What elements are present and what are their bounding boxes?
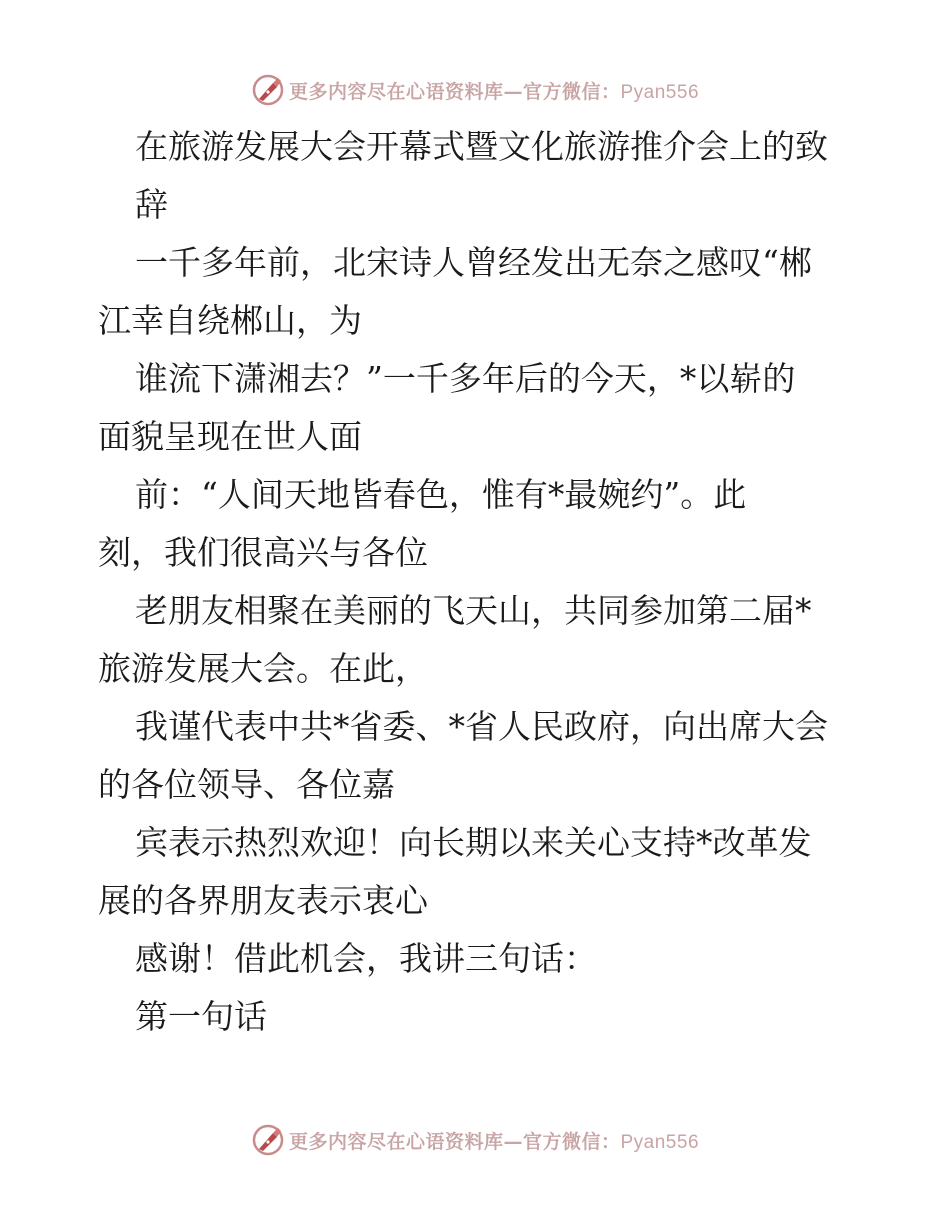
header-watermark — [0, 70, 950, 110]
pen-nib-icon — [251, 1123, 285, 1157]
text-line: 展的各界朋友表示衷心 — [98, 881, 428, 920]
text-line: 感谢！借此机会，我讲三句话： — [135, 939, 597, 978]
text-line: 在旅游发展大会开幕式暨文化旅游推介会上的致 — [135, 127, 828, 166]
pen-nib-icon — [251, 73, 285, 107]
text-line: 我谨代表中共*省委、*省人民政府，向出席大会 — [135, 707, 828, 746]
text-line: 老朋友相聚在美丽的飞天山，共同参加第二届* — [135, 591, 812, 630]
watermark-text: 更多内容尽在心语资料库—官方微信：Pyan556 — [288, 80, 700, 103]
text-line: 旅游发展大会。在此， — [98, 649, 428, 688]
watermark-text: 更多内容尽在心语资料库—官方微信：Pyan556 — [288, 1130, 700, 1153]
text-line: 的各位领导、各位嘉 — [98, 765, 395, 804]
footer-watermark — [0, 1120, 950, 1160]
text-line: 谁流下潇湘去？”一千多年后的今天，*以崭的 — [135, 359, 796, 398]
text-line: 一千多年前，北宋诗人曾经发出无奈之感叹“郴 — [135, 243, 812, 282]
text-line: 江幸自绕郴山，为 — [98, 301, 362, 340]
text-line: 辞 — [135, 185, 168, 224]
text-line: 第一句话 — [135, 997, 267, 1036]
document-body — [98, 118, 858, 1046]
text-line: 宾表示热烈欢迎！向长期以来关心支持*改革发 — [135, 823, 812, 862]
text-line: 面貌呈现在世人面 — [98, 417, 362, 456]
text-line: 刻，我们很高兴与各位 — [98, 533, 428, 572]
text-line: 前：“人间天地皆春色，惟有*最婉约”。此 — [135, 475, 747, 514]
